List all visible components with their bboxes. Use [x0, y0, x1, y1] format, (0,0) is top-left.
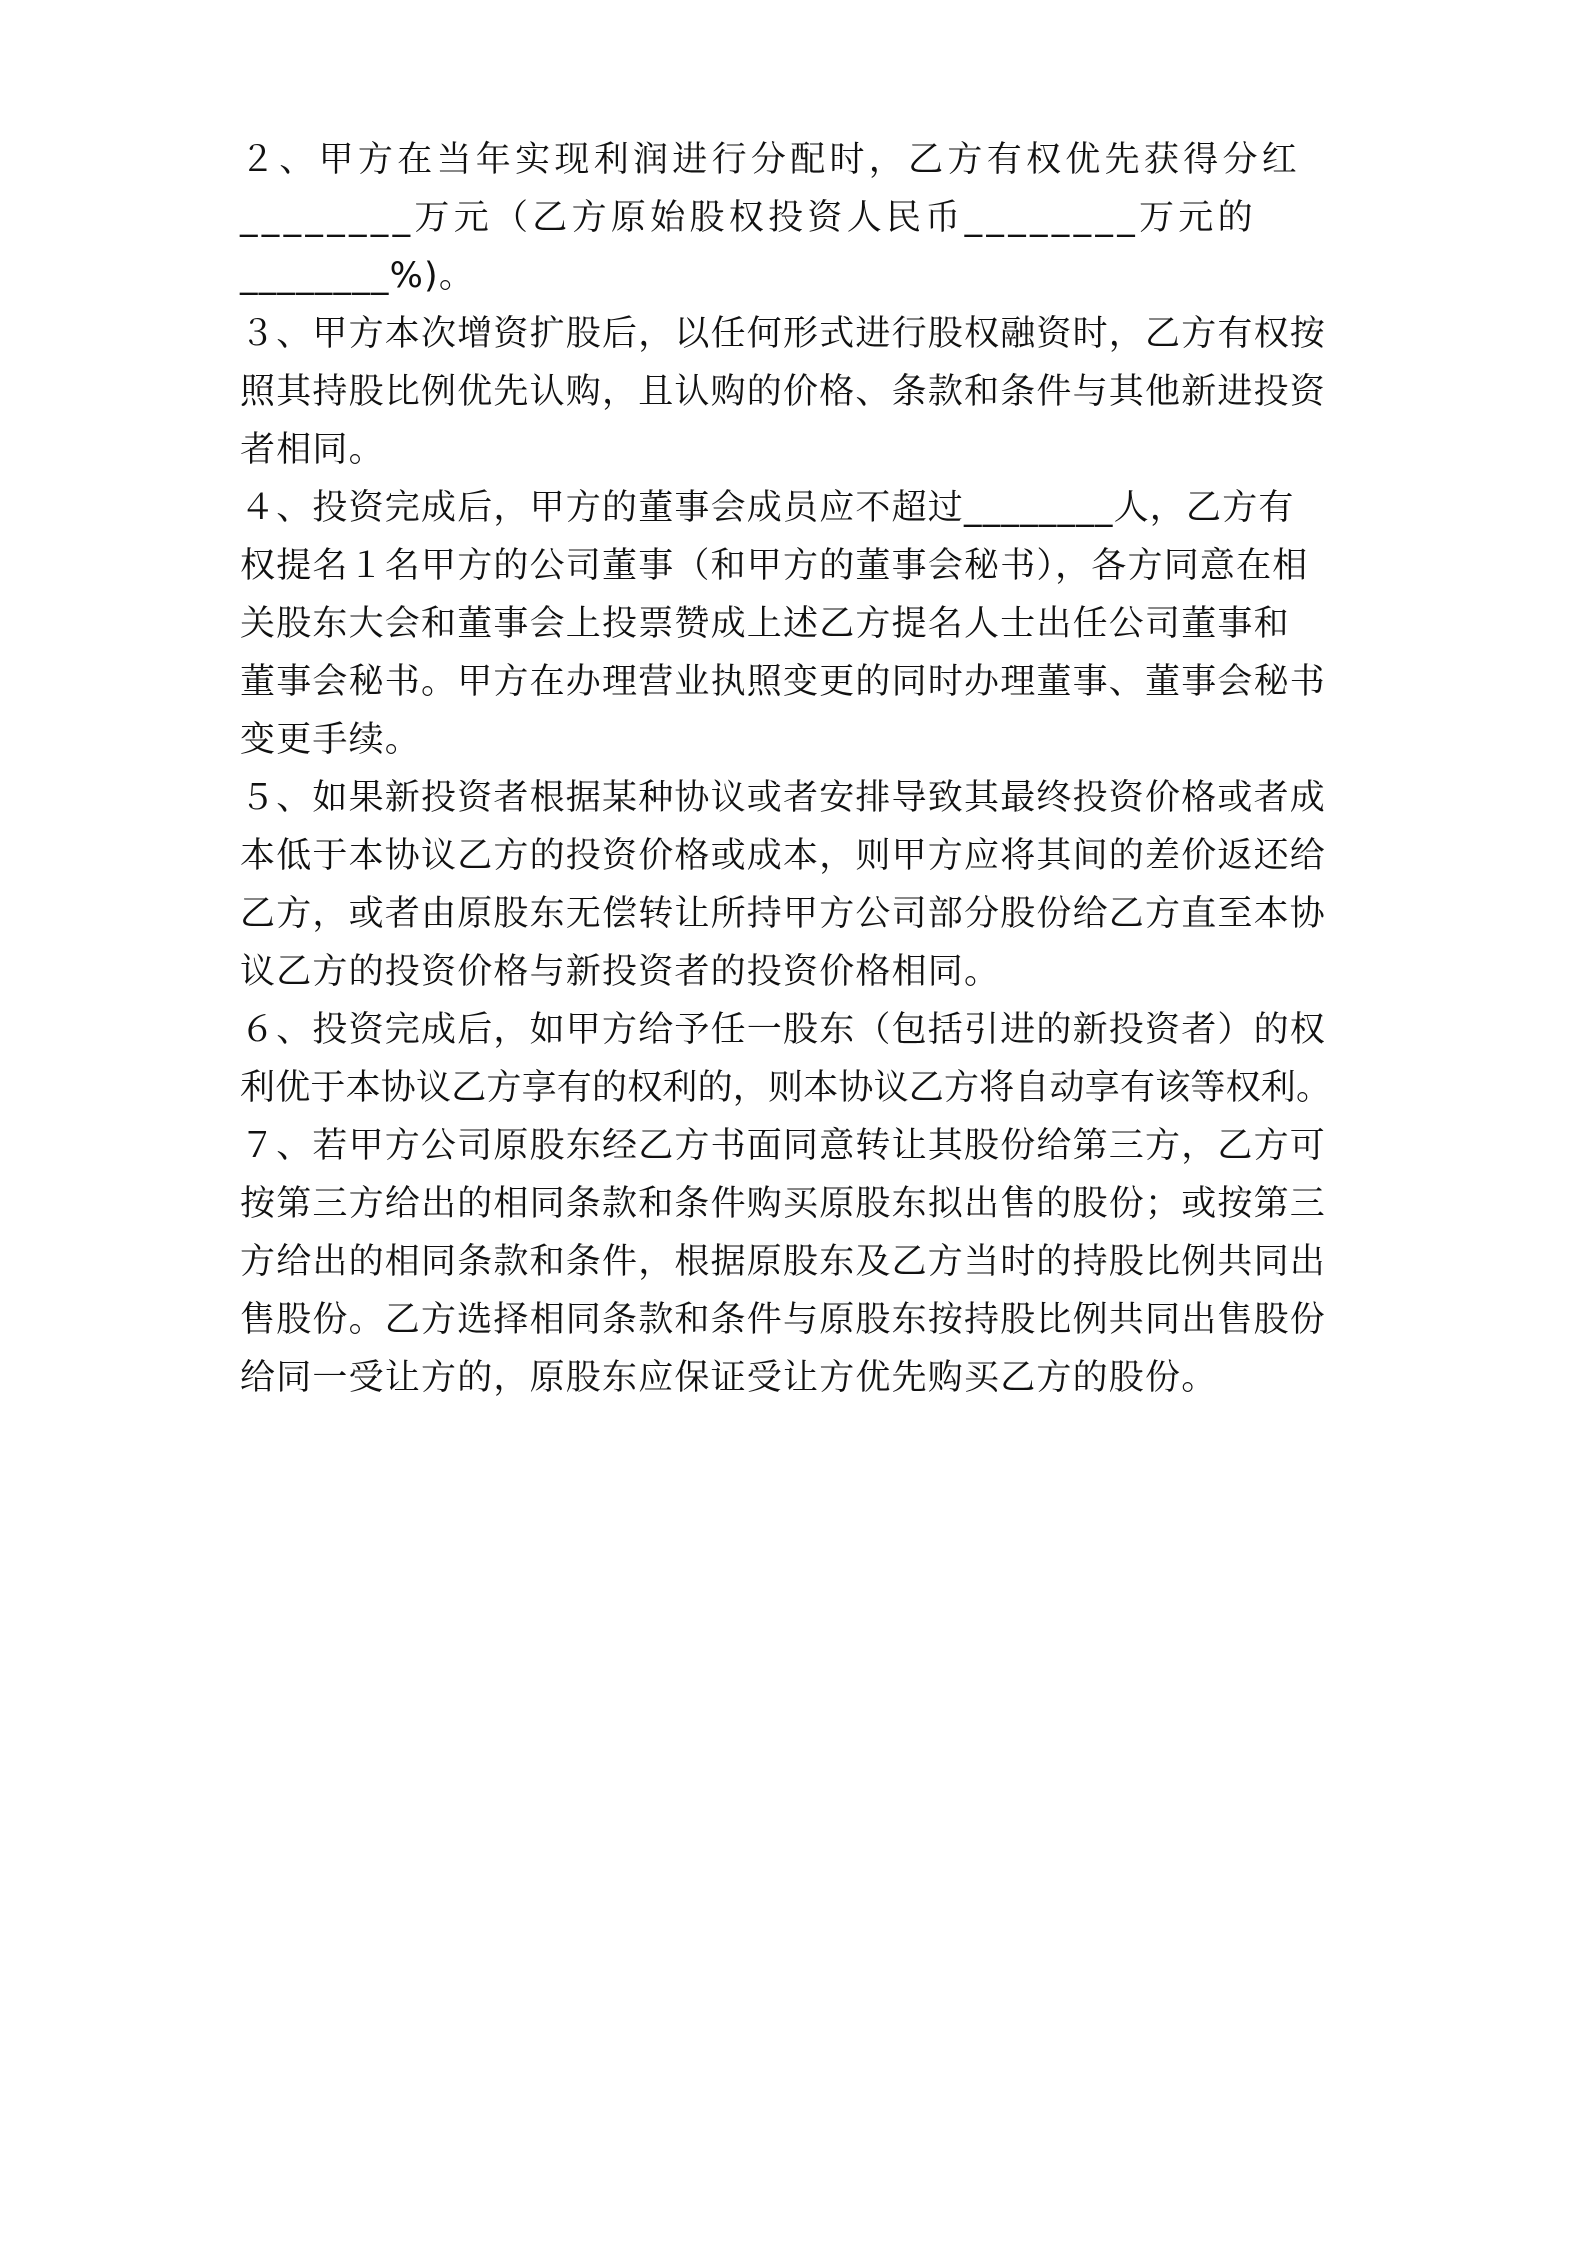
clause-4-line-2: 权提名１名甲方的公司董事（和甲方的董事会秘书），各方同意在相: [240, 546, 1309, 586]
clause-7-line-2: 按第三方给出的相同条款和条件购买原股东拟出售的股份；或按第三: [240, 1184, 1327, 1224]
clause-3-line-2: 照其持股比例优先认购，且认购的价格、条款和条件与其他新进投资: [240, 372, 1327, 412]
clause-5-line-2: 本低于本协议乙方的投资价格或成本，则甲方应将其间的差价返还给: [240, 836, 1327, 876]
clause-2-line-2: ________万元（乙方原始股权投资人民币________万元的: [240, 198, 1257, 238]
clause-6-line-2: 利优于本协议乙方享有的权利的，则本协议乙方将自动享有该等权利。: [240, 1068, 1332, 1108]
clause-7-line-1: ７、若甲方公司原股东经乙方书面同意转让其股份给第三方，乙方可: [240, 1126, 1327, 1166]
clause-3-line-3: 者相同。: [240, 430, 385, 470]
clause-4-line-3: 关股东大会和董事会上投票赞成上述乙方提名人士出任公司董事和: [240, 604, 1290, 644]
clause-4-line-1: ４、投资完成后，甲方的董事会成员应不超过________人，乙方有: [240, 488, 1295, 528]
clause-3-line-1: ３、甲方本次增资扩股后，以任何形式进行股权融资时，乙方有权按: [240, 314, 1327, 354]
clause-2-line-3: ________%)。: [240, 256, 476, 296]
clause-5-line-4: 议乙方的投资价格与新投资者的投资价格相同。: [240, 952, 1001, 992]
clause-2-line-1: ２、甲方在当年实现利润进行分配时，乙方有权优先获得分红: [240, 140, 1302, 180]
clause-4-line-5: 变更手续。: [240, 720, 422, 760]
clause-6-line-1: ６、投资完成后，如甲方给予任一股东（包括引进的新投资者）的权: [240, 1010, 1327, 1050]
clause-4-line-4: 董事会秘书。甲方在办理营业执照变更的同时办理董事、董事会秘书: [240, 662, 1327, 702]
clause-5-line-1: ５、如果新投资者根据某种协议或者安排导致其最终投资价格或者成: [240, 778, 1327, 818]
clause-7-line-3: 方给出的相同条款和条件，根据原股东及乙方当时的持股比例共同出: [240, 1242, 1327, 1282]
clause-7-line-4: 售股份。乙方选择相同条款和条件与原股东按持股比例共同出售股份: [240, 1300, 1327, 1340]
clause-7-line-5: 给同一受让方的，原股东应保证受让方优先购买乙方的股份。: [240, 1358, 1218, 1398]
clause-5-line-3: 乙方，或者由原股东无偿转让所持甲方公司部分股份给乙方直至本协: [240, 894, 1327, 934]
